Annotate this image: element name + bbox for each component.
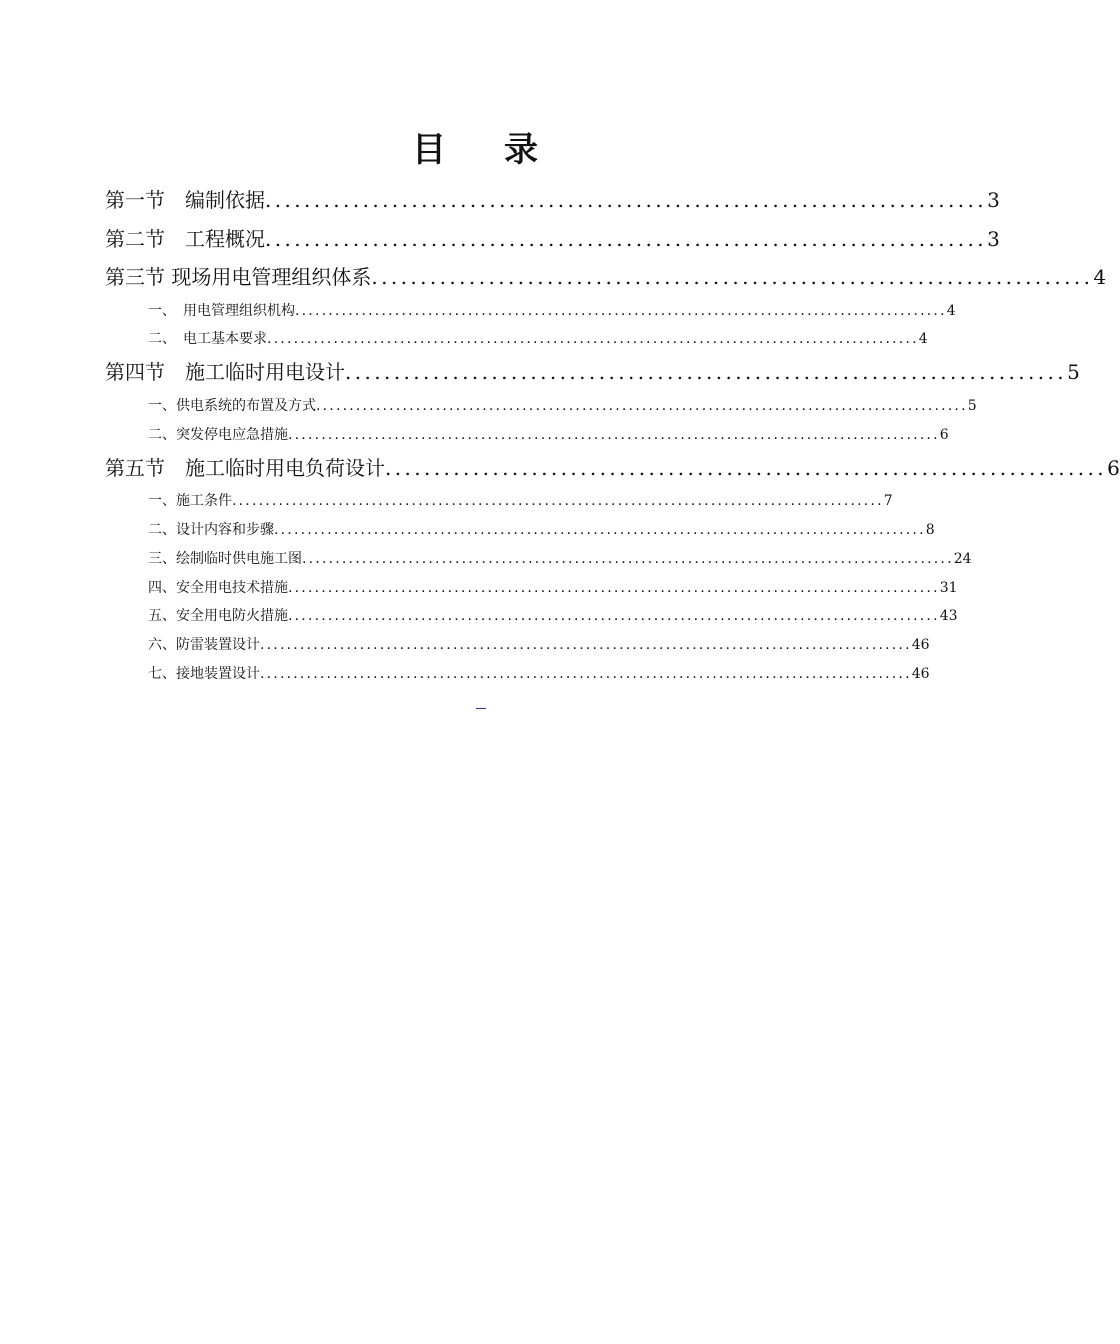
dot-leader: .......................................................................... xyxy=(345,360,1068,384)
link-underline-marker xyxy=(476,708,486,709)
toc-entry-label: 第二节 工程概况 xyxy=(105,227,265,251)
toc-entry-5-4[interactable] xyxy=(148,577,958,599)
toc-entry-page: 43 xyxy=(939,608,958,624)
dot-leader: .................................................................................................. xyxy=(302,551,954,567)
toc-entry-5-1[interactable] xyxy=(148,490,893,512)
toc-entry-label: 五、安全用电防火措施 xyxy=(148,608,288,624)
dot-leader: .................................................................................................. xyxy=(295,303,947,319)
toc-entry-label: 二、 电工基本要求 xyxy=(148,331,267,347)
toc-entry-5-6[interactable] xyxy=(148,634,930,656)
toc-entry-5-3[interactable] xyxy=(148,548,972,570)
toc-entry-label: 七、接地装置设计 xyxy=(148,666,260,682)
toc-entry-label: 一、供电系统的布置及方式 xyxy=(148,398,316,414)
toc-entry-label: 一、 用电管理组织机构 xyxy=(148,303,295,319)
dot-leader: .................................................................................................. xyxy=(260,666,912,682)
toc-entry-page: 24 xyxy=(953,551,972,567)
toc-entry-page: 6 xyxy=(939,427,949,443)
toc-entry-section-1[interactable] xyxy=(105,184,1000,214)
dot-leader: .................................................................................................. xyxy=(232,493,884,509)
toc-entry-label: 第三节 现场用电管理组织体系 xyxy=(105,265,372,289)
toc-entry-label: 三、绘制临时供电施工图 xyxy=(148,551,302,567)
toc-entry-4-1[interactable] xyxy=(148,395,977,417)
toc-entry-label: 第一节 编制依据 xyxy=(105,188,265,212)
toc-entry-page: 46 xyxy=(911,637,930,653)
dot-leader: .......................................................................... xyxy=(371,265,1094,289)
toc-entry-label: 第五节 施工临时用电负荷设计 xyxy=(105,456,385,480)
toc-entry-label: 二、设计内容和步骤 xyxy=(148,522,274,538)
toc-entry-page: 5 xyxy=(967,398,977,414)
toc-entry-label: 一、施工条件 xyxy=(148,493,232,509)
title-char-2: 录 xyxy=(504,130,538,170)
dot-leader: .................................................................................................. xyxy=(260,637,912,653)
toc-entry-5-5[interactable] xyxy=(148,605,958,627)
toc-entry-label: 二、突发停电应急措施 xyxy=(148,427,288,443)
dot-leader: .................................................................................................. xyxy=(267,331,919,347)
toc-entry-4-2[interactable] xyxy=(148,424,949,446)
toc-entry-page: 6 xyxy=(1107,456,1120,480)
dot-leader: .................................................................................................. xyxy=(274,522,926,538)
dot-leader: .................................................................................................. xyxy=(288,427,940,443)
toc-entry-section-4[interactable] xyxy=(105,356,1080,386)
toc-entry-page: 3 xyxy=(987,227,1000,251)
toc-entry-5-2[interactable] xyxy=(148,519,935,541)
toc-entry-page: 8 xyxy=(925,522,935,538)
dot-leader: .......................................................................... xyxy=(385,456,1108,480)
toc-entry-label: 六、防雷装置设计 xyxy=(148,637,260,653)
toc-entry-page: 31 xyxy=(939,580,958,596)
toc-entry-3-2[interactable] xyxy=(148,328,928,350)
toc-entry-5-7[interactable] xyxy=(148,663,930,685)
toc-entry-page: 3 xyxy=(987,188,1000,212)
toc-entry-3-1[interactable] xyxy=(148,300,956,322)
title-char-1: 目 xyxy=(412,130,446,170)
toc-entry-page: 4 xyxy=(946,303,956,319)
toc-entry-page: 4 xyxy=(918,331,928,347)
toc-entry-page: 46 xyxy=(911,666,930,682)
toc-entry-page: 4 xyxy=(1093,265,1107,289)
toc-entry-section-5[interactable] xyxy=(105,452,1120,482)
toc-entry-page: 5 xyxy=(1067,360,1080,384)
toc-entry-label: 第四节 施工临时用电设计 xyxy=(105,360,345,384)
dot-leader: .......................................................................... xyxy=(265,227,988,251)
toc-entry-section-3[interactable] xyxy=(105,261,1107,291)
toc-entry-page: 7 xyxy=(883,493,893,509)
toc-entry-section-2[interactable] xyxy=(105,223,1000,253)
dot-leader: .......................................................................... xyxy=(265,188,988,212)
dot-leader: .................................................................................................. xyxy=(288,580,940,596)
toc-title xyxy=(0,122,950,171)
dot-leader: .................................................................................................. xyxy=(316,398,968,414)
dot-leader: .................................................................................................. xyxy=(288,608,940,624)
toc-entry-label: 四、安全用电技术措施 xyxy=(148,580,288,596)
